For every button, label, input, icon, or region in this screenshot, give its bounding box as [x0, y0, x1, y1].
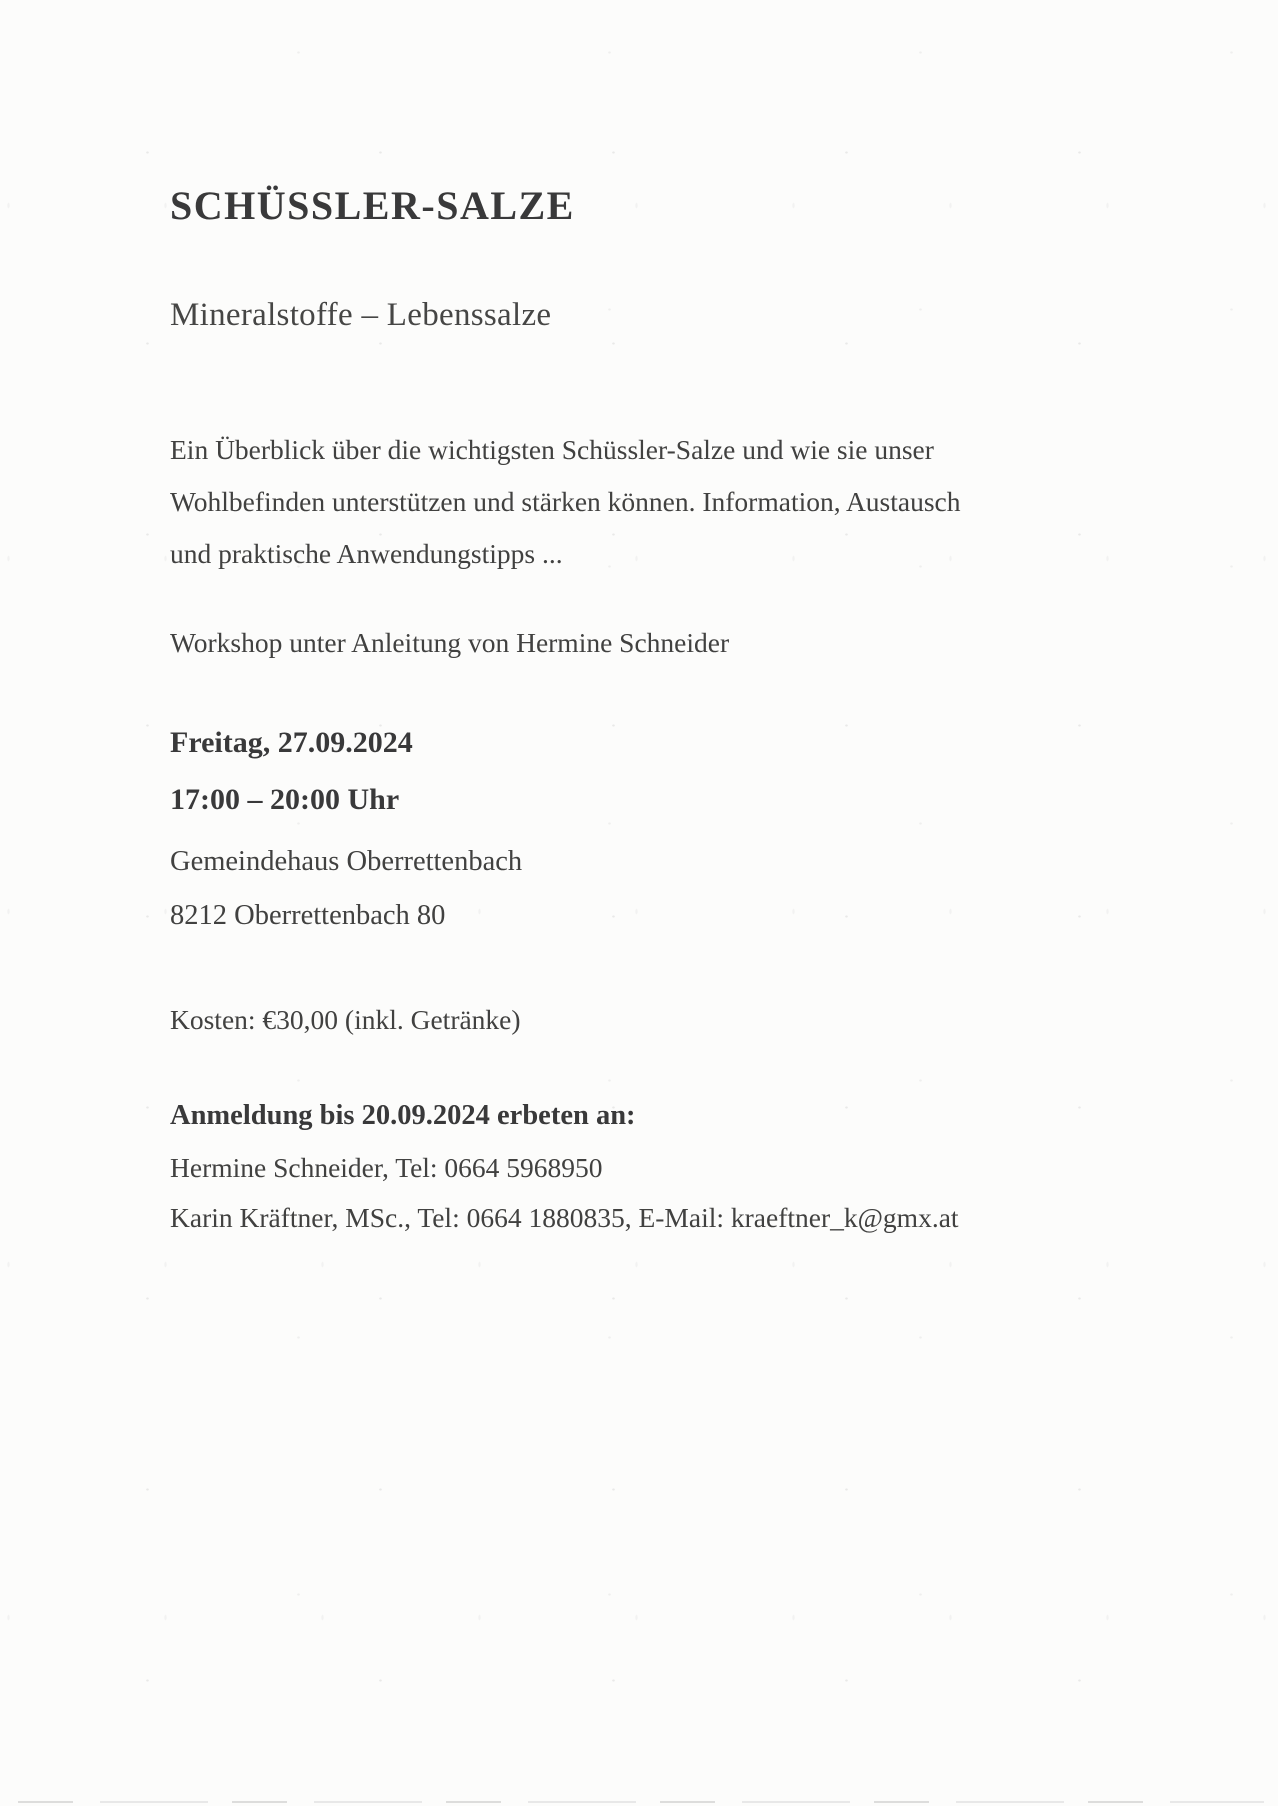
document-title: SCHÜSSLER-SALZE [170, 183, 575, 228]
cost-line: Kosten: €30,00 (inkl. Getränke) [170, 1004, 521, 1035]
document-subtitle: Mineralstoffe – Lebenssalze [170, 297, 552, 333]
registration-heading: Anmeldung bis 20.09.2024 erbeten an: [170, 1100, 636, 1131]
event-venue: Gemeindehaus Oberrettenbach [170, 846, 523, 877]
event-time: 17:00 – 20:00 Uhr [170, 783, 400, 816]
intro-line: Ein Überblick über die wichtigsten Schüssler-Salze und wie sie unser [170, 434, 934, 465]
intro-line: Wohlbefinden unterstützen und stärken können. Information, Austausch [170, 486, 961, 517]
scan-edge-artifact [18, 1801, 1264, 1803]
contact-line: Karin Kräftner, MSc., Tel: 0664 1880835, E-Mail: kraeftner_k@gmx.at [170, 1202, 959, 1233]
workshop-note: Workshop unter Anleitung von Hermine Schneider [170, 627, 730, 658]
event-address: 8212 Oberrettenbach 80 [170, 900, 446, 931]
intro-paragraph [170, 424, 961, 580]
intro-line: und praktische Anwendungstipps ... [170, 538, 563, 569]
contact-line: Hermine Schneider, Tel: 0664 5968950 [170, 1152, 603, 1183]
event-date: Freitag, 27.09.2024 [170, 726, 413, 759]
